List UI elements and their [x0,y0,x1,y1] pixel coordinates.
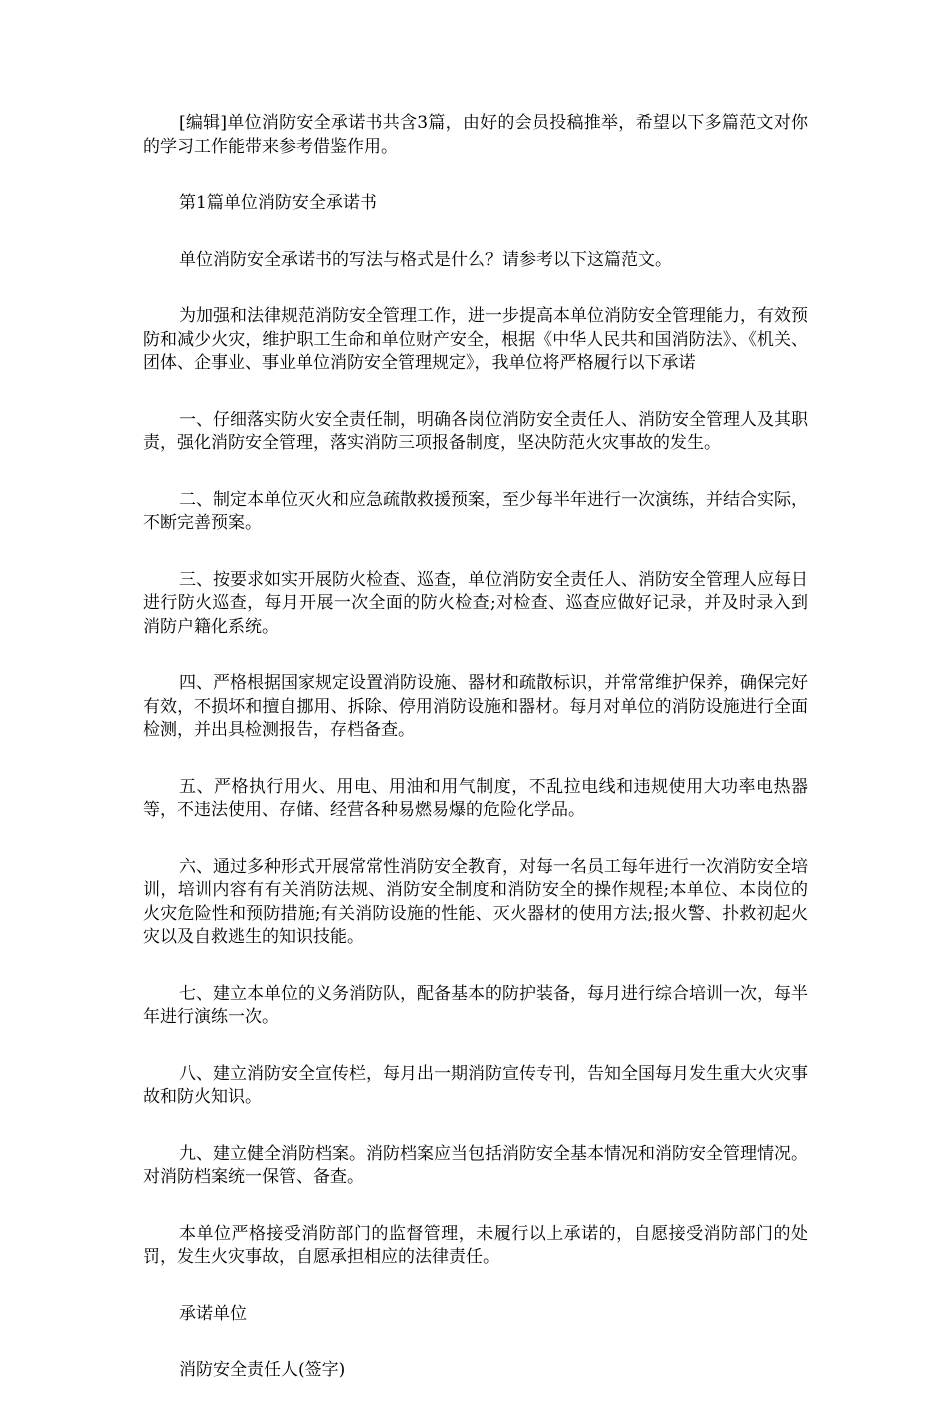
section-title: 第1篇单位消防安全承诺书 [179,193,377,213]
signing-unit-label: 承诺单位 [179,1303,247,1324]
commitment-item-7: 七、建立本单位的义务消防队，配备基本的防护装备，每月进行综合培训一次，每半年进行演练一次。 [143,983,808,1027]
question-paragraph: 单位消防安全承诺书的写法与格式是什么？请参考以下这篇范文。 [179,249,672,270]
commitment-item-4: 四、严格根据国家规定设置消防设施、器材和疏散标识，并常常维护保养，确保完好有效，不损坏和擅自挪用、拆除、停用消防设施和器材。每月对单位的消防设施进行全面检测，并出具检测报告，存档备查。 [143,673,808,740]
commitment-item-6: 六、通过多种形式开展常常性消防安全教育，对每一名员工每年进行一次消防安全培训，培训内容有有关消防法规、消防安全制度和消防安全的操作规程;本单位、本岗位的火灾危险性和预防措施;有关消防设施的性能、灭火器材的使用方法;报火警、扑救初起火灾以及自救逃生的知识技能。 [143,856,808,947]
preamble-paragraph: 为加强和法律规范消防安全管理工作，进一步提高本单位消防安全管理能力，有效预防和减少火灾，维护职工生命和单位财产安全，根据《中华人民共和国消防法》、《机关、团体、企事业、事业单位消防安全管理规定》，我单位将严格履行以下承诺 [143,306,808,373]
commitment-item-5: 五、严格执行用火、用电、用油和用气制度，不乱拉电线和违规使用大功率电热器等，不违法使用、存储、经营各种易燃易爆的危险化学品。 [143,776,808,820]
commitment-item-3: 三、按要求如实开展防火检查、巡查，单位消防安全责任人、消防安全管理人应每日进行防火巡查，每月开展一次全面的防火检查;对检查、巡查应做好记录，并及时录入到消防户籍化系统。 [143,569,808,637]
document-body [143,112,808,1416]
closing-paragraph: 本单位严格接受消防部门的监督管理，未履行以上承诺的，自愿接受消防部门的处罚，发生火灾事故，自愿承担相应的法律责任。 [143,1223,808,1267]
commitment-item-1: 一、仔细落实防火安全责任制，明确各岗位消防安全责任人、消防安全管理人及其职责，强化消防安全管理，落实消防三项报备制度，坚决防范火灾事故的发生。 [143,409,808,453]
commitment-item-8: 八、建立消防安全宣传栏，每月出一期消防宣传专刊，告知全国每月发生重大火灾事故和防火知识。 [143,1063,808,1107]
commitment-item-9: 九、建立健全消防档案。消防档案应当包括消防安全基本情况和消防安全管理情况。对消防档案统一保管、备查。 [143,1143,808,1187]
intro-paragraph: [编辑]单位消防安全承诺书共含3篇，由好的会员投稿推举，希望以下多篇范文对你的学习工作能带来参考借鉴作用。 [143,113,808,157]
signature-label: 消防安全责任人(签字) [179,1360,346,1380]
commitment-item-2: 二、制定本单位灭火和应急疏散救援预案，至少每半年进行一次演练，并结合实际，不断完善预案。 [143,489,808,533]
